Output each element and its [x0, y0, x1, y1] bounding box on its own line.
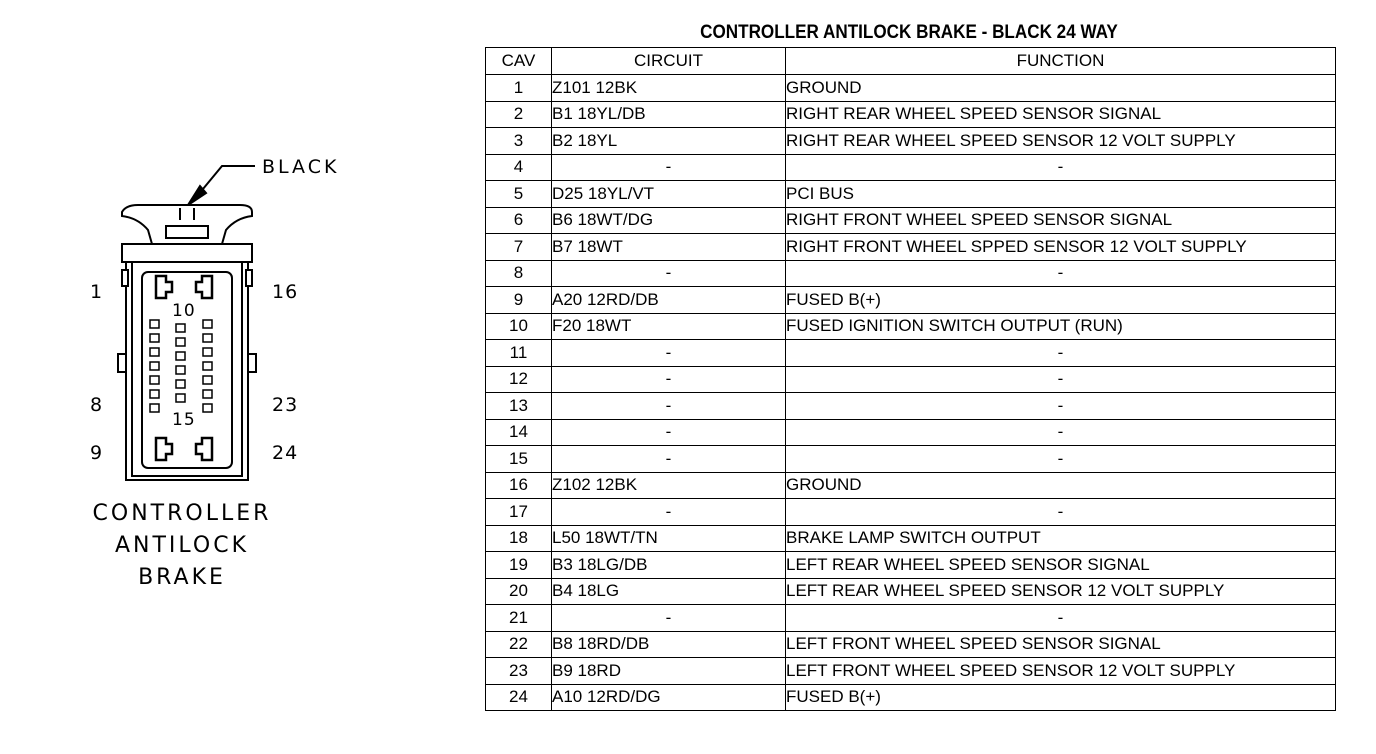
function-cell: - — [786, 446, 1336, 473]
function-cell: FUSED IGNITION SWITCH OUTPUT (RUN) — [786, 313, 1336, 340]
connector-color-label: BLACK — [262, 156, 340, 178]
table-row — [486, 181, 1336, 208]
circuit-cell: B3 18LG/DB — [552, 552, 786, 579]
color-pointer-arrow — [188, 166, 255, 205]
table-row — [486, 472, 1336, 499]
caption-line-1: CONTROLLER — [92, 501, 272, 526]
table-row — [486, 393, 1336, 420]
table-row — [486, 631, 1336, 658]
header-circuit: CIRCUIT — [552, 48, 786, 75]
header-function: FUNCTION — [786, 48, 1336, 75]
cav-cell: 7 — [486, 234, 552, 261]
cav-cell: 2 — [486, 101, 552, 128]
cav-cell: 6 — [486, 207, 552, 234]
cav-cell: 1 — [486, 75, 552, 102]
pin-label-24: 24 — [272, 442, 299, 464]
caption-line-3: BRAKE — [138, 565, 226, 590]
table-row — [486, 366, 1336, 393]
circuit-cell: B7 18WT — [552, 234, 786, 261]
cav-cell: 11 — [486, 340, 552, 367]
circuit-cell: - — [552, 393, 786, 420]
cav-cell: 21 — [486, 605, 552, 632]
table-row — [486, 340, 1336, 367]
table-row — [486, 499, 1336, 526]
cav-cell: 18 — [486, 525, 552, 552]
circuit-cell: - — [552, 446, 786, 473]
circuit-cell: - — [552, 499, 786, 526]
function-cell: LEFT REAR WHEEL SPEED SENSOR SIGNAL — [786, 552, 1336, 579]
function-cell: - — [786, 366, 1336, 393]
circuit-cell: - — [552, 605, 786, 632]
table-row — [486, 525, 1336, 552]
circuit-cell: B1 18YL/DB — [552, 101, 786, 128]
connector-diagram — [0, 0, 480, 754]
table-row — [486, 605, 1336, 632]
table-row — [486, 101, 1336, 128]
table-row — [486, 684, 1336, 711]
function-cell: BRAKE LAMP SWITCH OUTPUT — [786, 525, 1336, 552]
function-cell: PCI BUS — [786, 181, 1336, 208]
pinout-table — [485, 47, 1336, 711]
inner-pin-label-15: 15 — [172, 410, 196, 430]
cav-cell: 19 — [486, 552, 552, 579]
table-row — [486, 75, 1336, 102]
function-cell: LEFT FRONT WHEEL SPEED SENSOR SIGNAL — [786, 631, 1336, 658]
table-row — [486, 313, 1336, 340]
caption-line-2: ANTILOCK — [114, 533, 249, 558]
header-cav: CAV — [486, 48, 552, 75]
cav-cell: 20 — [486, 578, 552, 605]
circuit-cell: - — [552, 154, 786, 181]
table-row — [486, 234, 1336, 261]
cav-cell: 9 — [486, 287, 552, 314]
table-row — [486, 419, 1336, 446]
function-cell: - — [786, 340, 1336, 367]
pin-label-16: 16 — [272, 281, 299, 303]
circuit-cell: Z102 12BK — [552, 472, 786, 499]
cav-cell: 17 — [486, 499, 552, 526]
circuit-cell: B6 18WT/DG — [552, 207, 786, 234]
table-row — [486, 287, 1336, 314]
circuit-cell: F20 18WT — [552, 313, 786, 340]
circuit-cell: L50 18WT/TN — [552, 525, 786, 552]
table-header-row — [486, 48, 1336, 75]
function-cell: - — [786, 419, 1336, 446]
function-cell: GROUND — [786, 472, 1336, 499]
connector-latch — [122, 205, 252, 244]
table-row — [486, 578, 1336, 605]
cav-cell: 13 — [486, 393, 552, 420]
cav-cell: 24 — [486, 684, 552, 711]
inner-pin-label-10: 10 — [172, 301, 196, 321]
circuit-cell: B2 18YL — [552, 128, 786, 155]
pin-label-9: 9 — [90, 442, 104, 464]
circuit-cell: B8 18RD/DB — [552, 631, 786, 658]
function-cell: RIGHT FRONT WHEEL SPPED SENSOR 12 VOLT SUPPLY — [786, 234, 1336, 261]
pinout-table-body — [486, 75, 1336, 711]
circuit-cell: B4 18LG — [552, 578, 786, 605]
cav-cell: 12 — [486, 366, 552, 393]
function-cell: - — [786, 393, 1336, 420]
circuit-cell: - — [552, 340, 786, 367]
pin-label-1: 1 — [90, 281, 104, 303]
table-row — [486, 154, 1336, 181]
table-row — [486, 260, 1336, 287]
table-title: CONTROLLER ANTILOCK BRAKE - BLACK 24 WAY — [700, 22, 1118, 43]
pin-label-23: 23 — [272, 394, 299, 416]
function-cell: GROUND — [786, 75, 1336, 102]
function-cell: RIGHT REAR WHEEL SPEED SENSOR SIGNAL — [786, 101, 1336, 128]
function-cell: - — [786, 605, 1336, 632]
pin-label-8: 8 — [90, 394, 104, 416]
table-row — [486, 552, 1336, 579]
cav-cell: 4 — [486, 154, 552, 181]
function-cell: LEFT FRONT WHEEL SPEED SENSOR 12 VOLT SUPPLY — [786, 658, 1336, 685]
circuit-cell: A10 12RD/DG — [552, 684, 786, 711]
table-row — [486, 207, 1336, 234]
cav-cell: 16 — [486, 472, 552, 499]
function-cell: LEFT REAR WHEEL SPEED SENSOR 12 VOLT SUPPLY — [786, 578, 1336, 605]
cav-cell: 8 — [486, 260, 552, 287]
cav-cell: 10 — [486, 313, 552, 340]
table-row — [486, 446, 1336, 473]
function-cell: FUSED B(+) — [786, 287, 1336, 314]
function-cell: - — [786, 260, 1336, 287]
function-cell: RIGHT FRONT WHEEL SPEED SENSOR SIGNAL — [786, 207, 1336, 234]
cav-cell: 3 — [486, 128, 552, 155]
cav-cell: 15 — [486, 446, 552, 473]
connector-caption — [72, 498, 292, 594]
circuit-cell: B9 18RD — [552, 658, 786, 685]
connector-body — [118, 244, 256, 480]
function-cell: RIGHT REAR WHEEL SPEED SENSOR 12 VOLT SUPPLY — [786, 128, 1336, 155]
circuit-cell: D25 18YL/VT — [552, 181, 786, 208]
circuit-cell: - — [552, 260, 786, 287]
table-row — [486, 658, 1336, 685]
circuit-cell: - — [552, 366, 786, 393]
circuit-cell: Z101 12BK — [552, 75, 786, 102]
circuit-cell: A20 12RD/DB — [552, 287, 786, 314]
circuit-cell: - — [552, 419, 786, 446]
function-cell: - — [786, 154, 1336, 181]
cav-cell: 23 — [486, 658, 552, 685]
cav-cell: 14 — [486, 419, 552, 446]
cav-cell: 22 — [486, 631, 552, 658]
cav-cell: 5 — [486, 181, 552, 208]
function-cell: FUSED B(+) — [786, 684, 1336, 711]
table-row — [486, 128, 1336, 155]
function-cell: - — [786, 499, 1336, 526]
